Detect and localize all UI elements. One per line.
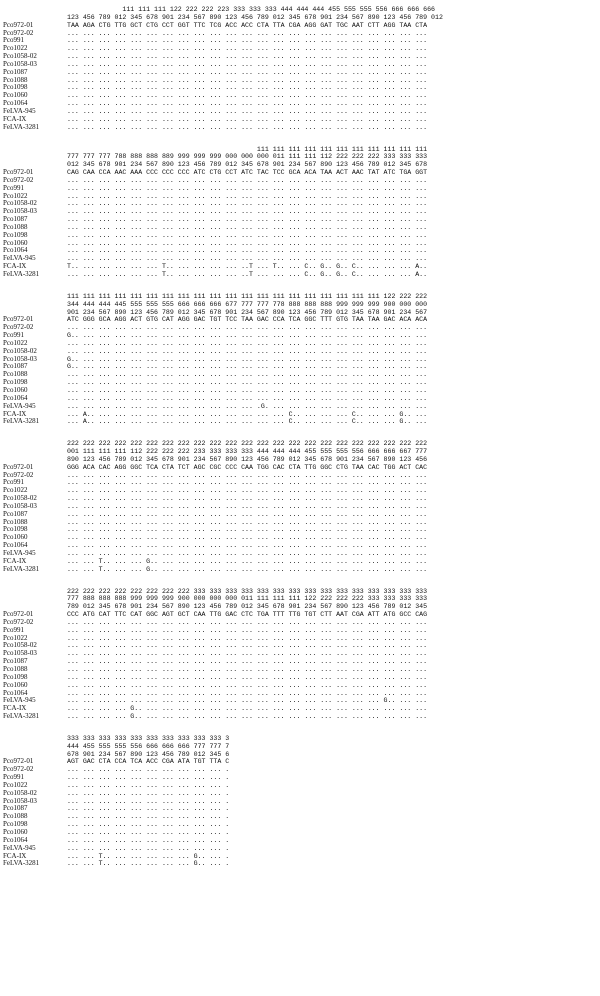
- sequence-row: [3, 379, 597, 387]
- sequence-residues: ... ... ... ... ... ... ... ... ... ... ... ... ... ... ... ... ... ... ... ... ... ... ...: [67, 53, 428, 61]
- sequence-residues: ... ... T.. ... ... ... ... ... G.. ... .: [67, 860, 230, 868]
- sequence-label: Pco991: [3, 36, 24, 45]
- position-numbers: 678 901 234 567 890 123 456 789 012 345 6: [67, 750, 230, 758]
- sequence-row: [3, 356, 597, 364]
- sequence-residues: ... ... ... ... G.. ... ... ... ... ... ... ... ... ... ... ... ... ... ... ... ... ... ...: [67, 713, 428, 721]
- sequence-label: FeLVA-945: [3, 843, 36, 852]
- sequence-residues: ... ... T.. ... ... G.. ... ... ... ... ... ... ... ... ... ... ... ... ... ... ... ... ...: [67, 565, 428, 573]
- sequence-row: [3, 619, 597, 627]
- sequence-row: [3, 774, 597, 782]
- sequence-row: [3, 324, 597, 332]
- sequence-row: [3, 371, 597, 379]
- sequence-residues: ... ... ... ... ... ... ... ... ... ... ... ... ... ... ... ... ... ... ... ... ... ... ...: [67, 45, 428, 53]
- sequence-label: Pco991: [3, 625, 24, 634]
- sequence-row: [3, 332, 597, 340]
- position-number-row: [3, 743, 597, 751]
- sequence-residues: ... ... ... ... ... ... ... ... ... ... .: [67, 844, 230, 852]
- sequence-residues: ... ... ... ... ... ... ... ... ... ... ... ... ... ... ... ... ... ... ... ... ... ... ...: [67, 534, 428, 542]
- sequence-row: [3, 534, 597, 542]
- sequence-row: [3, 100, 597, 108]
- sequence-label: Pco1098: [3, 525, 28, 534]
- sequence-row: [3, 782, 597, 790]
- sequence-label: Pco972-01: [3, 757, 34, 766]
- position-numbers: 777 888 888 888 999 999 999 900 000 000 000 011 111 111 111 122 222 222 222 333 333 333 333: [67, 595, 428, 603]
- sequence-label: FCA-IX: [3, 851, 27, 860]
- sequence-residues: ... ... ... ... G.. ... ... ... ... ... ... ... ... ... ... ... ... ... ... ... ... ... ...: [67, 705, 428, 713]
- sequence-row: [3, 526, 597, 534]
- sequence-residues: ... ... ... ... ... ... ... ... ... ... ... ... ... ... ... ... ... ... ... ... ... ... ...: [67, 184, 428, 192]
- sequence-row: [3, 177, 597, 185]
- sequence-residues: ... ... ... ... ... ... ... ... ... ... ... ... ... ... ... ... ... ... ... ... ... ... ...: [67, 487, 428, 495]
- sequence-residues: ... A.. ... ... ... ... ... ... ... ... ... ... ... ... C.. ... ... ... C.. ... ... G.. ...: [67, 410, 428, 418]
- block-spacer: [3, 721, 597, 735]
- sequence-residues: ... ... ... ... ... ... ... ... ... ... ... ... ... ... ... ... ... ... ... ... ... ... ...: [67, 200, 428, 208]
- sequence-residues: ... ... ... ... ... ... ... ... ... ... ... ... ... ... ... ... ... ... ... ... ... ... ...: [67, 192, 428, 200]
- sequence-row: [3, 411, 597, 419]
- position-numbers: 344 444 444 445 555 555 555 666 666 666 677 777 777 778 888 888 888 999 999 999 900 000 000: [67, 300, 428, 308]
- sequence-residues: ... ... ... ... ... ... T.. ... ... ... ... ..T ... ... ... C.. G.. G.. C.. ... ... ... A..: [67, 271, 428, 278]
- sequence-residues: ... ... ... ... ... ... ... ... ... ... ... ... ... ... ... ... ... ... ... ... ... ... ...: [67, 223, 428, 231]
- sequence-row: [3, 53, 597, 61]
- block-spacer: [3, 132, 597, 146]
- sequence-row: [3, 627, 597, 635]
- sequence-label: Pco972-02: [3, 28, 34, 37]
- sequence-row: [3, 821, 597, 829]
- sequence-row: [3, 790, 597, 798]
- sequence-label: FCA-IX: [3, 114, 27, 123]
- sequence-row: [3, 240, 597, 248]
- sequence-label: FeLVA-3281: [3, 859, 40, 868]
- position-number-row: [3, 6, 597, 14]
- sequence-residues: AGT GAC CTA CCA TCA ACC CGA ATA TGT TTA C: [67, 758, 230, 766]
- sequence-residues: ... A.. ... ... ... ... ... ... ... ... ... ... ... ... C.. ... ... ... C.. ... ... G.. ...: [67, 418, 428, 426]
- sequence-row: [3, 37, 597, 45]
- sequence-residues: ... ... ... ... ... ... ... ... ... ... ... ... ... ... ... ... ... ... ... ... ... ... ...: [67, 502, 428, 510]
- sequence-residues: TAA AGA CTG TTG GCT CTG CCT GGT TTC TCG ACC ACC CTA TTA CGA AGG GAT TGC AAT CTT AGG TAA CTA: [67, 21, 428, 29]
- sequence-row: [3, 845, 597, 853]
- sequence-label: Pco1087: [3, 67, 28, 76]
- sequence-label: Pco1098: [3, 83, 28, 92]
- sequence-label: Pco1022: [3, 633, 28, 642]
- sequence-residues: ... ... ... ... ... ... ... ... ... ... .: [67, 789, 230, 797]
- position-number-row: [3, 588, 597, 596]
- sequence-row: [3, 650, 597, 658]
- sequence-row: [3, 464, 597, 472]
- sequence-residues: ... ... ... ... ... ... ... ... ... ... .: [67, 829, 230, 836]
- sequence-residues: ... ... T.. ... ... ... ... ... G.. ... .: [67, 852, 230, 860]
- sequence-row: [3, 61, 597, 69]
- sequence-row: [3, 348, 597, 356]
- sequence-row: [3, 658, 597, 666]
- sequence-label: Pco972-02: [3, 617, 34, 626]
- sequence-label: Pco1058-03: [3, 796, 37, 805]
- sequence-residues: ... ... ... ... ... ... ... ... ... ... .: [67, 766, 230, 774]
- sequence-residues: ... ... ... ... ... ... ... ... ... ... ... ... ... ... ... ... ... ... ... ... ... ... ...: [67, 60, 428, 68]
- sequence-label: Pco1058-02: [3, 494, 37, 503]
- sequence-row: [3, 566, 597, 574]
- sequence-row: [3, 813, 597, 821]
- position-numbers: 444 455 555 555 556 666 666 666 777 777 7: [67, 742, 230, 750]
- sequence-residues: ... ... ... ... ... ... ... ... ... ... ... ... ... ... ... ... ... ... ... ... ... ... ...: [67, 618, 428, 626]
- block-spacer: [3, 574, 597, 588]
- sequence-row: [3, 713, 597, 721]
- sequence-residues: ... ... ... ... ... ... ... ... ... ... ... ... ... ... ... ... ... ... ... ... ... ... ...: [67, 379, 428, 387]
- sequence-label: Pco1087: [3, 657, 28, 666]
- sequence-residues: ... ... ... ... ... ... ... ... ... ... ... ... ... ... ... ... ... ... ... ... ... ... ...: [67, 658, 428, 666]
- sequence-row: [3, 853, 597, 861]
- sequence-label: Pco991: [3, 183, 24, 192]
- sequence-label: Pco1064: [3, 99, 28, 108]
- sequence-row: [3, 766, 597, 774]
- sequence-residues: ... ... ... ... ... ... ... ... ... ... ... ... ... ... ... ... ... ... ... ... ... ... ...: [67, 689, 428, 697]
- sequence-label: Pco972-01: [3, 462, 34, 471]
- sequence-residues: ... ... ... ... ... ... ... ... ... ... ... ... ... ... ... ... ... ... ... ... ... ... ...: [67, 247, 428, 255]
- sequence-row: [3, 666, 597, 674]
- sequence-label: Pco1058-02: [3, 199, 37, 208]
- sequence-residues: ... ... ... ... ... ... ... ... ... ... ... ... ... ... ... ... ... ... ... ... ... ... ...: [67, 495, 428, 503]
- sequence-residues: ... ... ... ... ... ... ... ... ... ... ... ... ... ... ... ... ... ... ... ... ... ... ...: [67, 239, 428, 247]
- position-number-row: [3, 14, 597, 22]
- sequence-residues: ... ... ... ... ... ... ... ... ... ... .: [67, 813, 230, 821]
- sequence-residues: ... ... ... ... ... ... ... ... ... ... ... ... ... ... ... ... ... ... ... ... ... ... ...: [67, 208, 428, 216]
- sequence-row: [3, 519, 597, 527]
- position-numbers: 111 111 111 111 111 111 111 111 111 111 111 111 111 111 111 111 111 111 111 111 122 222 222: [67, 292, 428, 300]
- sequence-row: [3, 642, 597, 650]
- sequence-label: Pco1087: [3, 509, 28, 518]
- sequence-label: Pco1058-02: [3, 641, 37, 650]
- sequence-label: Pco1098: [3, 378, 28, 387]
- sequence-label: Pco972-01: [3, 315, 34, 324]
- sequence-residues: CAG CAA CCA AAC AAA CCC CCC CCC ATC CTG CCT ATC TAC TCC GCA ACA TAA ACT AAC TAT ATC TGA GGT: [67, 169, 428, 177]
- position-number-row: [3, 603, 597, 611]
- sequence-row: [3, 216, 597, 224]
- sequence-row: [3, 542, 597, 550]
- sequence-label: Pco1088: [3, 222, 28, 231]
- sequence-label: FeLVA-945: [3, 401, 36, 410]
- sequence-row: [3, 511, 597, 519]
- sequence-row: [3, 837, 597, 845]
- position-numbers: 222 222 222 222 222 222 222 222 222 222 222 222 222 222 222 222 222 222 222 222 222 222 222: [67, 440, 428, 448]
- sequence-residues: G.. ... ... ... ... ... ... ... ... ... ... ... ... ... ... ... ... ... ... ... ... ... ...: [67, 363, 428, 371]
- position-numbers: 123 456 789 012 345 678 901 234 567 890 123 456 789 012 345 678 901 234 567 890 123 456 789 012: [67, 13, 443, 21]
- sequence-residues: G.. ... ... ... ... ... ... ... ... ... ... ... ... ... ... ... ... ... ... ... ... ... ...: [67, 332, 428, 340]
- sequence-label: FCA-IX: [3, 704, 27, 713]
- position-numbers: 222 222 222 222 222 222 222 222 333 333 333 333 333 333 333 333 333 333 333 333 333 333 333: [67, 587, 428, 595]
- sequence-row: [3, 558, 597, 566]
- sequence-label: Pco1088: [3, 812, 28, 821]
- sequence-label: Pco1064: [3, 688, 28, 697]
- position-numbers: 012 345 678 901 234 567 890 123 456 789 012 345 678 901 234 567 890 123 456 789 012 345 678: [67, 161, 428, 169]
- sequence-label: Pco1058-03: [3, 59, 37, 68]
- sequence-label: Pco1064: [3, 835, 28, 844]
- block-spacer: [3, 279, 597, 293]
- sequence-row: [3, 550, 597, 558]
- position-number-row: [3, 301, 597, 309]
- sequence-label: Pco1098: [3, 230, 28, 239]
- alignment-block: [3, 146, 597, 279]
- sequence-residues: ... ... ... ... ... ... ... ... ... ... ... ... ... ... ... ... ... ... ... ... ... ... ...: [67, 626, 428, 634]
- position-number-row: [3, 146, 597, 154]
- sequence-residues: ... ... ... ... ... ... ... ... ... ... ... ... ... ... ... ... ... ... ... ... ... ... ...: [67, 176, 428, 184]
- sequence-row: [3, 829, 597, 837]
- sequence-label: Pco991: [3, 773, 24, 782]
- position-numbers: 333 333 333 333 333 333 333 333 333 333 3: [67, 734, 230, 742]
- sequence-label: Pco1022: [3, 338, 28, 347]
- sequence-label: Pco1058-03: [3, 649, 37, 658]
- sequence-label: FCA-IX: [3, 262, 27, 271]
- sequence-label: Pco1058-03: [3, 354, 37, 363]
- sequence-row: [3, 705, 597, 713]
- sequence-residues: T.. ... ... ... ... ... T.. ... ... ... ... ..T ... T.. ... C.. G.. G.. C.. ... ... ... A..: [67, 263, 428, 271]
- alignment-block: [3, 440, 597, 573]
- sequence-row: [3, 487, 597, 495]
- sequence-label: Pco1022: [3, 44, 28, 53]
- sequence-residues: ... ... ... ... ... ... ... ... ... ... ... ... ... ... ... ... ... ... ... ... G.. ... ...: [67, 697, 428, 705]
- sequence-row: [3, 208, 597, 216]
- sequence-residues: CCC ATG CAT TTC CAT GGC AGT GCT CAA TTG GAC CTC TGA TTT TTG TGT CTT AAT CGA ATT ATG GCC CAG: [67, 611, 428, 619]
- sequence-residues: ... ... ... ... ... ... ... ... ... ... ... ... ... ... ... ... ... ... ... ... ... ... ...: [67, 347, 428, 355]
- sequence-residues: ... ... ... ... ... ... ... ... ... ... .: [67, 774, 230, 782]
- position-number-row: [3, 161, 597, 169]
- sequence-label: Pco1060: [3, 91, 28, 100]
- sequence-row: [3, 635, 597, 643]
- position-numbers: 111 111 111 111 111 111 111 111 111 111 111: [67, 145, 428, 153]
- sequence-row: [3, 224, 597, 232]
- sequence-residues: ... ... ... ... ... ... ... ... ... ... ... ... ... ... ... ... ... ... ... ... ... ... ...: [67, 231, 428, 239]
- sequence-row: [3, 674, 597, 682]
- alignment-block: [3, 6, 597, 132]
- sequence-label: Pco1060: [3, 680, 28, 689]
- sequence-label: FeLVA-945: [3, 549, 36, 557]
- sequence-residues: ... ... ... ... ... ... ... ... ... ... .: [67, 797, 230, 805]
- sequence-row: [3, 193, 597, 201]
- sequence-row: [3, 472, 597, 480]
- sequence-label: Pco1058-02: [3, 52, 37, 61]
- sequence-residues: ... ... ... ... ... ... ... ... ... ... ... ... ... ... ... ... ... ... ... ... ... ... ...: [67, 324, 428, 332]
- alignment-block: [3, 293, 597, 426]
- sequence-residues: ... ... ... ... ... ... ... ... ... ... ... ... ... ... ... ... ... ... ... ... ... ... ...: [67, 76, 428, 84]
- sequence-residues: ... ... ... ... ... ... ... ... ... ... ... ... ... ... ... ... ... ... ... ... ... ... ...: [67, 123, 428, 131]
- sequence-residues: ... ... ... ... ... ... ... ... ... ... ... ... ... ... ... ... ... ... ... ... ... ... ...: [67, 550, 428, 557]
- sequence-label: Pco1088: [3, 370, 28, 379]
- sequence-residues: ... ... ... ... ... ... ... ... ... ... ... ... ... ... ... ... ... ... ... ... ... ... ...: [67, 29, 428, 37]
- sequence-row: [3, 860, 597, 868]
- sequence-row: [3, 363, 597, 371]
- sequence-label: Pco1088: [3, 664, 28, 673]
- sequence-residues: ... ... ... ... ... ... ... ... ... ... ... ... ... ... ... ... ... ... ... ... ... ... ...: [67, 665, 428, 673]
- position-number-row: [3, 293, 597, 301]
- sequence-label: Pco1060: [3, 828, 28, 836]
- sequence-label: Pco1060: [3, 385, 28, 394]
- sequence-label: Pco1087: [3, 804, 28, 813]
- sequence-row: [3, 185, 597, 193]
- sequence-label: FCA-IX: [3, 409, 27, 418]
- sequence-label: Pco1088: [3, 517, 28, 526]
- sequence-label: Pco991: [3, 478, 24, 487]
- sequence-row: [3, 69, 597, 77]
- sequence-residues: ... ... ... ... ... ... ... ... ... ... ... ... ... ... ... ... ... ... ... ... ... ... ...: [67, 68, 428, 76]
- sequence-residues: ... ... ... ... ... ... ... ... ... ... ... ... ... ... ... ... ... ... ... ... ... ... ...: [67, 92, 428, 100]
- sequence-residues: ... ... ... ... ... ... ... ... ... ... ... ... ... ... ... ... ... ... ... ... ... ... ...: [67, 84, 428, 92]
- sequence-residues: ... ... ... ... ... ... ... ... ... ... .: [67, 781, 230, 789]
- sequence-residues: ... ... ... ... ... ... ... ... ... ... ... ... ... ... ... ... ... ... ... ... ... ... ...: [67, 339, 428, 347]
- sequence-residues: G.. ... ... ... ... ... ... ... ... ... ... ... ... ... ... ... ... ... ... ... ... ... ...: [67, 355, 428, 363]
- sequence-row: [3, 395, 597, 403]
- sequence-residues: ... ... ... ... ... ... ... ... ... ... ... ... ... ... ... ... ... ... ... ... ... ... ...: [67, 673, 428, 681]
- sequence-label: FeLVA-3281: [3, 564, 40, 573]
- sequence-label: Pco972-02: [3, 175, 34, 184]
- position-number-row: [3, 456, 597, 464]
- position-number-row: [3, 309, 597, 317]
- sequence-label: Pco1022: [3, 486, 28, 495]
- sequence-label: Pco972-02: [3, 323, 34, 332]
- sequence-label: Pco972-01: [3, 610, 34, 619]
- sequence-label: Pco1088: [3, 75, 28, 84]
- sequence-row: [3, 682, 597, 690]
- sequence-label: Pco991: [3, 331, 24, 340]
- sequence-row: [3, 697, 597, 705]
- sequence-label: Pco1060: [3, 533, 28, 542]
- sequence-row: [3, 232, 597, 240]
- sequence-row: [3, 690, 597, 698]
- position-number-row: [3, 153, 597, 161]
- sequence-residues: ... ... ... ... ... ... ... ... ... ... ... ... ... ... ... ... ... ... ... ... ... ... ...: [67, 681, 428, 689]
- sequence-row: [3, 247, 597, 255]
- sequence-label: FeLVA-3281: [3, 417, 40, 426]
- sequence-residues: ... ... ... ... ... ... ... ... ... ... .: [67, 805, 230, 813]
- sequence-label: Pco972-02: [3, 765, 34, 774]
- sequence-label: Pco1064: [3, 541, 28, 550]
- alignment-block: [3, 588, 597, 721]
- sequence-label: FeLVA-3281: [3, 270, 40, 278]
- sequence-row: [3, 124, 597, 132]
- sequence-label: FeLVA-3281: [3, 712, 40, 721]
- sequence-label: Pco972-01: [3, 168, 34, 177]
- sequence-residues: ... ... ... ... ... ... ... ... ... ... ... ... .G. ... ... ... ... ... ... ... ... ... ...: [67, 402, 428, 410]
- position-number-row: [3, 440, 597, 448]
- sequence-row: [3, 479, 597, 487]
- sequence-residues: ... ... ... ... ... ... ... ... ... ... ... ... ... ... ... ... ... ... ... ... ... ... ...: [67, 634, 428, 642]
- sequence-residues: ... ... ... ... ... ... ... ... ... ... ... ... ... ... ... ... ... ... ... ... ... ... ...: [67, 37, 428, 45]
- sequence-residues: ... ... ... ... ... ... ... ... ... ... .: [67, 821, 230, 829]
- position-numbers: 901 234 567 890 123 456 789 012 345 678 901 234 567 890 123 456 789 012 345 678 901 234 567: [67, 308, 428, 316]
- sequence-row: [3, 45, 597, 53]
- sequence-row: [3, 77, 597, 85]
- sequence-row: [3, 611, 597, 619]
- sequence-residues: ... ... ... ... ... ... ... ... ... ... ... ... ... ... ... ... ... ... ... ... ... ... ...: [67, 471, 428, 479]
- sequence-row: [3, 418, 597, 426]
- alignment-block: [3, 735, 597, 868]
- sequence-residues: ... ... ... ... ... ... ... ... ... ... ... ... ... ... ... ... ... ... ... ... ... ... ...: [67, 542, 428, 550]
- sequence-row: [3, 22, 597, 30]
- sequence-residues: ... ... ... ... ... ... ... ... ... ... ... ... ... ... ... ... ... ... ... ... ... ... ...: [67, 115, 428, 123]
- position-numbers: 777 777 777 788 888 888 889 999 999 999 000 000 000 011 111 111 112 222 222 222 333 333 333: [67, 153, 428, 161]
- sequence-residues: ... ... ... ... ... ... ... ... ... ... ... ... ... ... ... ... ... ... ... ... ... ... ...: [67, 107, 428, 115]
- position-numbers: 001 111 111 111 112 222 222 222 233 333 333 333 444 444 444 455 555 555 556 666 666 667 777: [67, 448, 428, 456]
- sequence-row: [3, 316, 597, 324]
- sequence-residues: ... ... ... ... ... ... ... ... ... ... ... ... ... ... ... ... ... ... ... ... ... ... ...: [67, 650, 428, 658]
- sequence-row: [3, 758, 597, 766]
- sequence-residues: ... ... ... ... ... ... ... ... ... ... ... ... ... ... ... ... ... ... ... ... ... ... ...: [67, 255, 428, 263]
- sequence-row: [3, 169, 597, 177]
- sequence-label: Pco1058-02: [3, 346, 37, 355]
- position-number-row: [3, 595, 597, 603]
- sequence-label: Pco1098: [3, 672, 28, 681]
- sequence-residues: ... ... ... ... ... ... ... ... ... ... ... ... ... ... ... ... ... ... ... ... ... ... ...: [67, 510, 428, 518]
- sequence-row: [3, 387, 597, 395]
- sequence-row: [3, 495, 597, 503]
- sequence-row: [3, 255, 597, 263]
- alignment-figure: [3, 6, 597, 868]
- sequence-row: [3, 108, 597, 116]
- sequence-label: Pco1058-03: [3, 501, 37, 510]
- sequence-label: Pco972-01: [3, 20, 34, 29]
- sequence-residues: ... ... T.. ... ... G.. ... ... ... ... ... ... ... ... ... ... ... ... ... ... ... ... ...: [67, 557, 428, 565]
- sequence-label: Pco1087: [3, 215, 28, 224]
- sequence-residues: GGG ACA CAC AGG GGC TCA CTA TCT AGC CGC CCC CAA TGG CAC CTA TTG GGC CTG TAA CAC TGG ACT CAC: [67, 463, 428, 471]
- position-number-row: [3, 735, 597, 743]
- sequence-residues: ... ... ... ... ... ... ... ... ... ... ... ... ... ... ... ... ... ... ... ... ... ... ...: [67, 479, 428, 487]
- sequence-row: [3, 271, 597, 279]
- sequence-row: [3, 340, 597, 348]
- sequence-label: Pco1058-03: [3, 207, 37, 216]
- position-numbers: 111 111 111 122 222 222 223 333 333 333 444 444 444 455 555 555 556 666 666 666: [67, 6, 435, 13]
- sequence-row: [3, 92, 597, 100]
- sequence-row: [3, 805, 597, 813]
- sequence-residues: ... ... ... ... ... ... ... ... ... ... ... ... ... ... ... ... ... ... ... ... ... ... ...: [67, 216, 428, 224]
- sequence-row: [3, 403, 597, 411]
- sequence-label: FeLVA-3281: [3, 122, 40, 131]
- sequence-label: Pco1098: [3, 820, 28, 829]
- sequence-label: Pco1022: [3, 780, 28, 789]
- sequence-label: Pco1064: [3, 246, 28, 255]
- sequence-residues: ... ... ... ... ... ... ... ... ... ... ... ... ... ... ... ... ... ... ... ... ... ... ...: [67, 100, 428, 108]
- sequence-label: Pco1058-02: [3, 788, 37, 797]
- sequence-residues: ... ... ... ... ... ... ... ... ... ... ... ... ... ... ... ... ... ... ... ... ... ... ...: [67, 526, 428, 534]
- block-spacer: [3, 426, 597, 440]
- sequence-label: Pco1060: [3, 238, 28, 247]
- sequence-label: Pco1022: [3, 191, 28, 200]
- sequence-residues: ... ... ... ... ... ... ... ... ... ... ... ... ... ... ... ... ... ... ... ... ... ... ...: [67, 642, 428, 650]
- sequence-row: [3, 503, 597, 511]
- sequence-label: Pco1064: [3, 393, 28, 402]
- sequence-residues: ... ... ... ... ... ... ... ... ... ... ... ... ... ... ... ... ... ... ... ... ... ... ...: [67, 371, 428, 379]
- sequence-row: [3, 200, 597, 208]
- sequence-label: FeLVA-945: [3, 106, 36, 115]
- position-number-row: [3, 448, 597, 456]
- sequence-label: Pco972-02: [3, 470, 34, 479]
- position-number-row: [3, 751, 597, 759]
- sequence-residues: ATC GGG GCA AGG ACT GTG CAT AGG GAC TGT TCC TAA GAC CCA TCA GGC TTT GTG TAA TAA GAC ACA ACA: [67, 316, 428, 324]
- sequence-row: [3, 263, 597, 271]
- position-numbers: 890 123 456 789 012 345 678 901 234 567 890 123 456 789 012 345 678 901 234 567 890 123 456: [67, 455, 428, 463]
- sequence-row: [3, 30, 597, 38]
- sequence-label: FeLVA-945: [3, 696, 36, 705]
- sequence-row: [3, 798, 597, 806]
- sequence-label: FCA-IX: [3, 556, 27, 565]
- sequence-residues: ... ... ... ... ... ... ... ... ... ... ... ... ... ... ... ... ... ... ... ... ... ... ...: [67, 386, 428, 394]
- sequence-label: FeLVA-945: [3, 254, 36, 263]
- sequence-residues: ... ... ... ... ... ... ... ... ... ... ... ... ... ... ... ... ... ... ... ... ... ... ...: [67, 518, 428, 526]
- sequence-row: [3, 84, 597, 92]
- sequence-residues: ... ... ... ... ... ... ... ... ... ... .: [67, 836, 230, 844]
- sequence-row: [3, 116, 597, 124]
- position-numbers: 789 012 345 678 901 234 567 890 123 456 789 012 345 678 901 234 567 890 123 456 789 012 345: [67, 603, 428, 611]
- sequence-residues: ... ... ... ... ... ... ... ... ... ... ... ... ... ... ... ... ... ... ... ... ... ... ...: [67, 394, 428, 402]
- sequence-label: Pco1087: [3, 362, 28, 371]
